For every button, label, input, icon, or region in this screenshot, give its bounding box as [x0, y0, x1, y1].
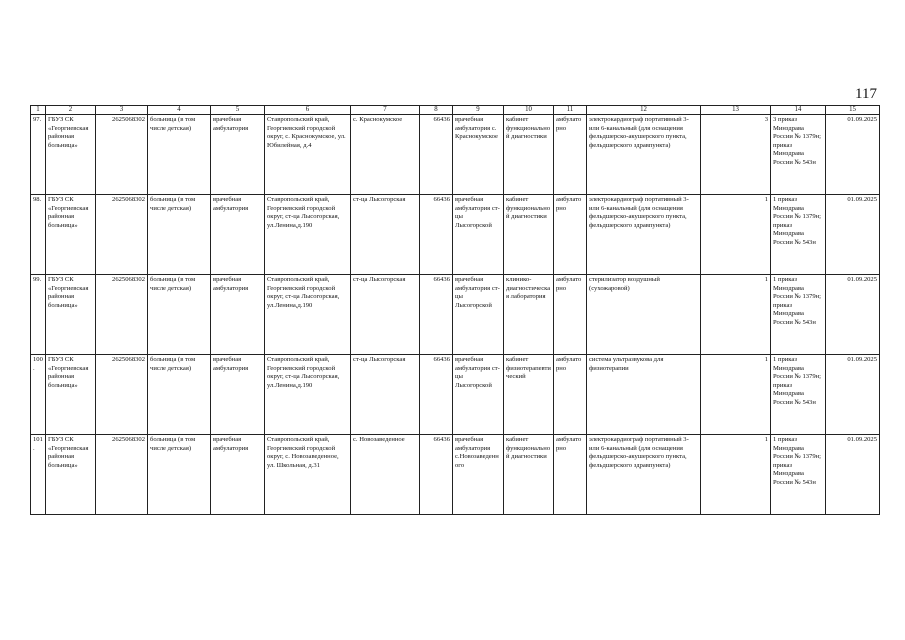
facility-type-cell: больница (в том числе детская) [148, 435, 211, 515]
room-cell: кабинет функциональной диагностики [504, 115, 554, 195]
condition-cell: амбулаторно [554, 355, 587, 435]
address-cell: Ставропольский край, Георгиевский городской округ, с. Краснокумское, ул. Юбилейная, д.4 [265, 115, 351, 195]
condition-cell: амбулаторно [554, 115, 587, 195]
table-row [31, 275, 880, 355]
actual-qty: 1 [773, 356, 777, 363]
condition-cell: амбулаторно [554, 435, 587, 515]
regulation: приказ Минздрава России № 1379н; приказ Минздрава России № 543н [773, 276, 822, 326]
equipment-table [30, 105, 880, 515]
column-header: 15 [826, 106, 880, 115]
code-cell: 66436 [420, 195, 453, 275]
facility-type-cell: больница (в том числе детская) [148, 115, 211, 195]
code-cell: 66436 [420, 115, 453, 195]
unit-type-cell: врачебная амбулатория [211, 435, 265, 515]
column-header: 7 [351, 106, 420, 115]
subdivision-cell: врачебная амбулатория с.Новозаведенного [453, 435, 504, 515]
column-header: 2 [46, 106, 96, 115]
settlement-cell: ст-ца Лысогорская [351, 275, 420, 355]
date-cell: 01.09.2025 [826, 115, 880, 195]
actual-qty: 3 [773, 116, 777, 123]
settlement-cell: ст-ца Лысогорская [351, 355, 420, 435]
column-header: 1 [31, 106, 46, 115]
subdivision-cell: врачебная амбулатория ст-цы Лысогорской [453, 195, 504, 275]
equipment-cell: электрокардиограф портативный 3- или 6-канальный (для оснащения фельдшерско-акушерского пункта, фельдшерского здравпункта) [587, 195, 701, 275]
required-qty-cell: 1 [701, 195, 771, 275]
room-cell: клинико-диагностическая лаборатория [504, 275, 554, 355]
regulation: приказ Минздрава России № 1379н; приказ Минздрава России № 543н [773, 356, 822, 406]
order-cell [771, 115, 826, 195]
subdivision-cell: врачебная амбулатория с. Краснокумское [453, 115, 504, 195]
inn-cell: 2625068302 [96, 195, 148, 275]
page-number: 117 [855, 86, 877, 102]
column-header: 10 [504, 106, 554, 115]
column-header: 13 [701, 106, 771, 115]
row-number: 97. [31, 115, 46, 195]
organization-cell: ГБУЗ СК «Георгиевская районная больница» [46, 275, 96, 355]
equipment-cell: электрокардиограф портативный 3- или 6-канальный (для оснащения фельдшерско-акушерского пункта, фельдшерского здравпункта) [587, 435, 701, 515]
inn-cell: 2625068302 [96, 115, 148, 195]
condition-cell: амбулаторно [554, 195, 587, 275]
date-cell: 01.09.2025 [826, 195, 880, 275]
address-cell: Ставропольский край, Георгиевский городской округ, ст-ца Лысогорская, ул.Ленина,д.190 [265, 195, 351, 275]
column-header: 9 [453, 106, 504, 115]
column-header: 8 [420, 106, 453, 115]
table-row [31, 355, 880, 435]
inn-cell: 2625068302 [96, 275, 148, 355]
column-header: 14 [771, 106, 826, 115]
table-row [31, 115, 880, 195]
actual-qty: 1 [773, 276, 777, 283]
order-cell [771, 275, 826, 355]
column-header: 12 [587, 106, 701, 115]
settlement-cell: с. Новозаведенное [351, 435, 420, 515]
unit-type-cell: врачебная амбулатория [211, 115, 265, 195]
order-cell [771, 195, 826, 275]
code-cell: 66436 [420, 275, 453, 355]
actual-qty: 1 [773, 196, 777, 203]
required-qty-cell: 1 [701, 355, 771, 435]
date-cell: 01.09.2025 [826, 275, 880, 355]
row-number: 101. [31, 435, 46, 515]
equipment-cell: электрокардиограф портативный 3- или 6-канальный (для оснащения фельдшерско-акушерского пункта, фельдшерского здравпункта) [587, 115, 701, 195]
order-cell [771, 355, 826, 435]
settlement-cell: с. Краснокумское [351, 115, 420, 195]
code-cell: 66436 [420, 355, 453, 435]
header-row [31, 106, 880, 115]
regulation: приказ Минздрава России № 1379н; приказ Минздрава России № 543н [773, 196, 822, 246]
column-header: 6 [265, 106, 351, 115]
column-header: 11 [554, 106, 587, 115]
facility-type-cell: больница (в том числе детская) [148, 275, 211, 355]
equipment-cell: стерилизатор воздушный (сухожаровой) [587, 275, 701, 355]
settlement-cell: ст-ца Лысогорская [351, 195, 420, 275]
equipment-cell: система ультразвукова для физиотерапии [587, 355, 701, 435]
address-cell: Ставропольский край, Георгиевский городской округ, с. Новозаведенное, ул. Школьная, д.31 [265, 435, 351, 515]
address-cell: Ставропольский край, Георгиевский городской округ, ст-ца Лысогорская, ул.Ленина,д.190 [265, 275, 351, 355]
unit-type-cell: врачебная амбулатория [211, 355, 265, 435]
regulation: приказ Минздрава России № 1379н; приказ Минздрава России № 543н [773, 116, 822, 166]
table-row [31, 195, 880, 275]
room-cell: кабинет функциональной диагностики [504, 195, 554, 275]
column-header: 3 [96, 106, 148, 115]
column-header: 4 [148, 106, 211, 115]
code-cell: 66436 [420, 435, 453, 515]
organization-cell: ГБУЗ СК «Георгиевская районная больница» [46, 195, 96, 275]
order-cell [771, 435, 826, 515]
date-cell: 01.09.2025 [826, 435, 880, 515]
inn-cell: 2625068302 [96, 435, 148, 515]
row-number: 98. [31, 195, 46, 275]
subdivision-cell: врачебная амбулатория ст-цы Лысогорской [453, 275, 504, 355]
column-header: 5 [211, 106, 265, 115]
organization-cell: ГБУЗ СК «Георгиевская районная больница» [46, 355, 96, 435]
inn-cell: 2625068302 [96, 355, 148, 435]
table-row [31, 435, 880, 515]
facility-type-cell: больница (в том числе детская) [148, 195, 211, 275]
date-cell: 01.09.2025 [826, 355, 880, 435]
row-number: 99. [31, 275, 46, 355]
address-cell: Ставропольский край, Георгиевский городской округ, ст-ца Лысогорская, ул.Ленина,д.190 [265, 355, 351, 435]
regulation: приказ Минздрава России № 1379н; приказ Минздрава России № 543н [773, 436, 822, 486]
subdivision-cell: врачебная амбулатория ст-цы Лысогорской [453, 355, 504, 435]
required-qty-cell: 3 [701, 115, 771, 195]
facility-type-cell: больница (в том числе детская) [148, 355, 211, 435]
required-qty-cell: 1 [701, 275, 771, 355]
room-cell: кабинет функциональной диагностики [504, 435, 554, 515]
unit-type-cell: врачебная амбулатория [211, 195, 265, 275]
condition-cell: амбулаторно [554, 275, 587, 355]
unit-type-cell: врачебная амбулатория [211, 275, 265, 355]
organization-cell: ГБУЗ СК «Георгиевская районная больница» [46, 435, 96, 515]
row-number: 100. [31, 355, 46, 435]
room-cell: кабинет физиотерапевтический [504, 355, 554, 435]
organization-cell: ГБУЗ СК «Георгиевская районная больница» [46, 115, 96, 195]
required-qty-cell: 1 [701, 435, 771, 515]
actual-qty: 1 [773, 436, 777, 443]
